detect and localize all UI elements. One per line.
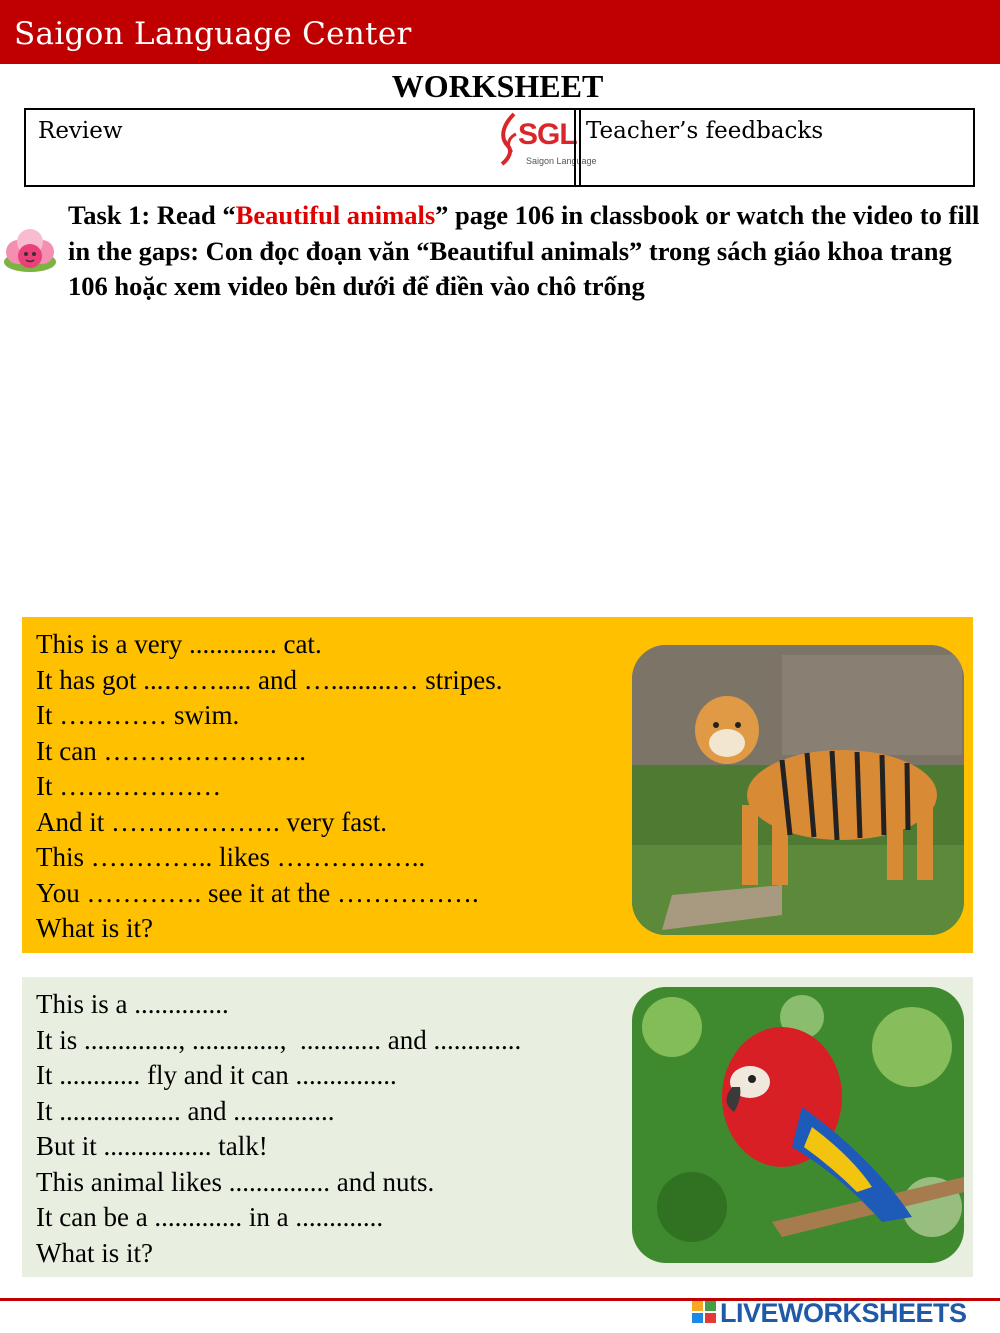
parrot-line-3: It ............ fly and it can ............... [36,1060,397,1090]
tiger-photo [632,645,964,935]
worksheet-title: WORKSHEET [391,68,604,104]
parrot-line-5: But it ................ talk! [36,1131,268,1161]
tiger-line-6: And it ………………. very fast. [36,806,387,837]
logo-swirl-icon [498,112,520,166]
liveworksheets-brand: LIVEWORKSHEETS [720,1298,967,1328]
parrot-line-4: It .................. and ............... [36,1095,335,1126]
tiger-line-2: It has got ...……..... and ….........… stripes. [36,664,503,695]
tiger-line-7: This ………….. likes …………….. [36,842,426,872]
parrot-panel [22,977,973,1277]
parrot-line-2: It is .............., ............., ............ and ............. [36,1024,522,1055]
tiger-line-4: It can ………………….. [36,735,306,766]
tiger-panel [22,617,973,953]
tiger-text [36,627,502,947]
liveworksheets-icon [692,1301,716,1323]
parrot-question: What is it? [36,1237,153,1268]
flower-icon [0,222,60,282]
task-suffix: ” page 106 in classbook or watch the video to fill in the gaps: Con đọc đoạn văn “Beautiful animals” trong sách giáo khoa trang 106 hoặc xem video bên dưới để điền vào chô trống [68,200,980,301]
tiger-line-1: This is a very ............. cat. [36,629,322,659]
task-prefix: Task 1: Read “ [68,200,236,230]
tiger-line-3: It ………… swim. [36,700,240,730]
table-divider [574,110,581,185]
tiger-line-8: You …………. see it at the ……………. [36,877,479,908]
tiger-question: What is it? [36,913,153,943]
logo-abbr: SGL [518,118,577,151]
parrot-photo [632,987,964,1263]
parrot-line-7: It can be a ............. in a ............. [36,1202,384,1232]
feedback-label: Teacher’s feedbacks [586,118,824,144]
sgl-logo-icon [496,110,597,182]
header-bar [0,0,1000,64]
task-highlight: Beautiful animals [235,200,436,230]
review-label: Review [38,118,123,144]
parrot-line-1: This is a .............. [36,989,229,1019]
logo-subtitle: Saigon Language [526,156,597,166]
brand-title: Saigon Language Center [14,16,412,52]
parrot-line-6: This animal likes ............... and nuts. [36,1166,435,1197]
parrot-text [36,987,521,1271]
info-table [24,108,975,187]
tiger-line-5: It ……………… [36,771,222,801]
task-1-instructions [68,198,993,305]
